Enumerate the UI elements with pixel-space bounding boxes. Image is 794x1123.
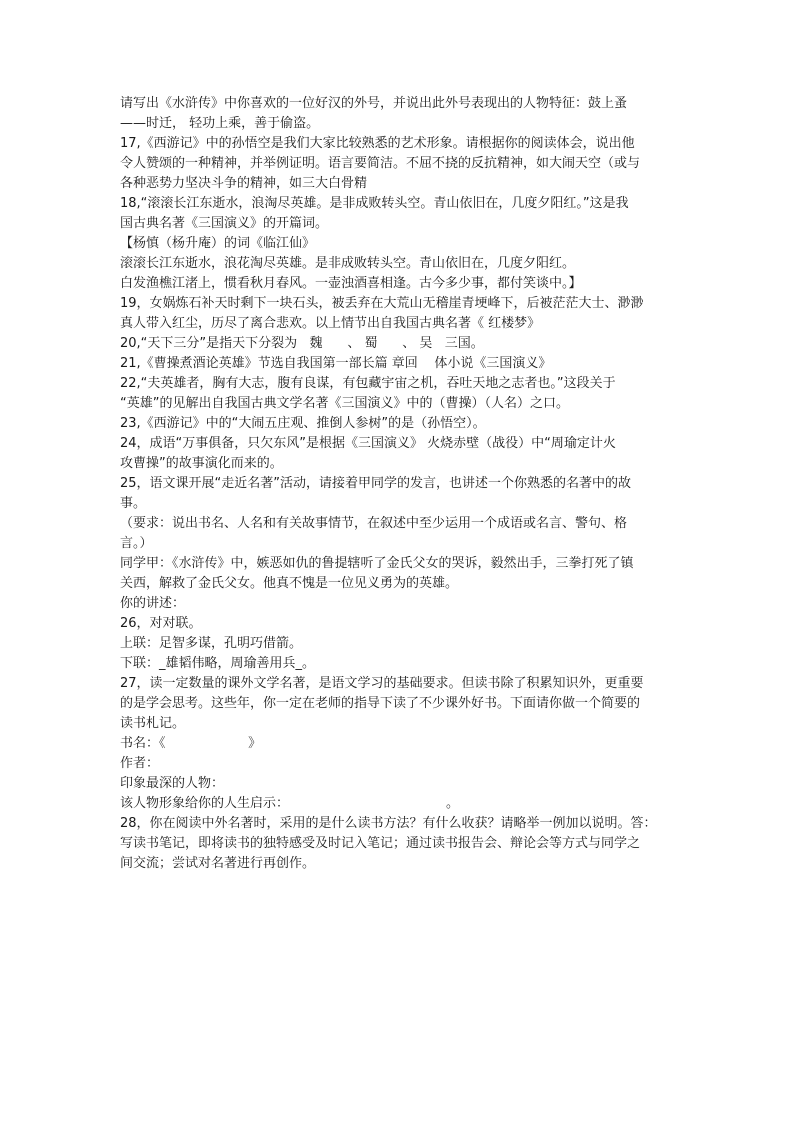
text-line: 18,“滚滚长江东逝水，浪淘尽英雄。是非成败转头空。青山依旧在，几度夕阳红。”这是我 (120, 196, 629, 211)
text-line: 请写出《水浒传》中你喜欢的一位好汉的外号，并说出此外号表现出的人物特征：鼓上蚤 (120, 96, 628, 111)
text-line: 27，读一定数量的课外文学名著，是语文学习的基础要求。但读书除了积累知识外，更重要 (120, 676, 644, 691)
text-line: 白发渔樵江渚上，惯看秋月春风。一壶浊酒喜相逢。古今多少事，都付笑谈中。】 (120, 276, 582, 291)
text-line: 下联：_雄韬伟略，周瑜善用兵_。 (120, 656, 316, 671)
text-line: 21,《曹操煮酒论英雄》节选自我国第一部长篇 章回 体小说《三国演义》 (120, 356, 552, 371)
text-line: 26，对对联。 (120, 616, 202, 631)
text-line: 印象最深的人物： (120, 776, 225, 791)
text-line: 间交流；尝试对名著进行再创作。 (120, 856, 316, 871)
text-line: 你的讲述： (120, 596, 186, 611)
text-line: 事。 (120, 496, 147, 511)
text-line: 读书札记。 (120, 716, 186, 731)
text-line: 滚滚长江东逝水，浪花淘尽英雄。是非成败转头空。青山依旧在，几度夕阳红。 (120, 256, 576, 271)
text-line: 攻曹操”的故事演化而来的。 (120, 456, 283, 471)
text-line: 该人物形象给你的人生启示： 。 (120, 796, 460, 811)
text-line: 【杨慎（杨升庵）的词《临江仙》 (120, 236, 316, 251)
text-line: 17,《西游记》中的孙悟空是我们大家比较熟悉的艺术形象。请根据你的阅读体会，说出他 (120, 136, 635, 151)
text-line: 25，语文课开展“走近名著”活动，请接着甲同学的发言，也讲述一个你熟悉的名著中的故 (120, 476, 632, 491)
text-line: “英雄”的见解出自我国古典文学名著《三国演义》中的（曹操）（人名）之口。 (120, 396, 569, 411)
text-line: 同学甲：《水浒传》中，嫉恶如仇的鲁提辖听了金氏父女的哭诉，毅然出手，三拳打死了镇 (120, 556, 634, 571)
text-line: 真人带入红尘，历尽了离合悲欢。以上情节出自我国古典名著《 红楼梦》 (120, 316, 541, 331)
text-line: 22,“夫英雄者，胸有大志，腹有良谋，有包藏宇宙之机，吞吐天地之志者也。”这段关于 (120, 376, 616, 391)
text-line: ——时迁， 轻功上乘，善于偷盗。 (120, 116, 320, 131)
document-body (120, 94, 680, 874)
text-line: 书名：《 》 (120, 736, 262, 751)
text-line: 言。） (120, 536, 153, 551)
text-line: 令人赞颂的一种精神，并举例证明。语言要简洁。不屈不挠的反抗精神，如大闹天空（或与 (120, 156, 641, 171)
text-line: 20,“天下三分”是指天下分裂为 魏 、 蜀 、 吴 三国。 (120, 336, 484, 351)
text-line: 的是学会思考。这些年，你一定在老师的指导下读了不少课外好书。下面请你做一个简要的 (120, 696, 641, 711)
text-line: 24，成语“万事俱备，只欠东风”是根据《三国演义》 火烧赤壁（战役）中“周瑜定计火 (120, 436, 616, 451)
text-line: 23,《西游记》中的“大闹五庄观、推倒人参树”的是（孙悟空）。 (120, 416, 486, 431)
text-line: 各种恶势力坚决斗争的精神，如三大白骨精 (120, 176, 368, 191)
text-line: （要求：说出书名、人名和有关故事情节，在叙述中至少运用一个成语或名言、警句、格 (120, 516, 628, 531)
text-line: 28，你在阅读中外名著时，采用的是什么读书方法？有什么收获？请略举一例加以说明。答： (120, 816, 657, 831)
text-line: 写读书笔记，即将读书的独特感受及时记入笔记；通过读书报告会、辩论会等方式与同学之 (120, 836, 641, 851)
text-line: 关西，解救了金氏父女。他真不愧是一位见义勇为的英雄。 (120, 576, 459, 591)
text-line: 国古典名著《三国演义》的开篇词。 (120, 216, 329, 231)
text-line: 上联：足智多谋，孔明巧借箭。 (120, 636, 303, 651)
text-line: 作者： (120, 756, 160, 771)
text-line: 19，女娲炼石补天时剩下一块石头，被丢弃在大荒山无稽崖青埂峰下，后被茫茫大士、渺渺 (120, 296, 644, 311)
